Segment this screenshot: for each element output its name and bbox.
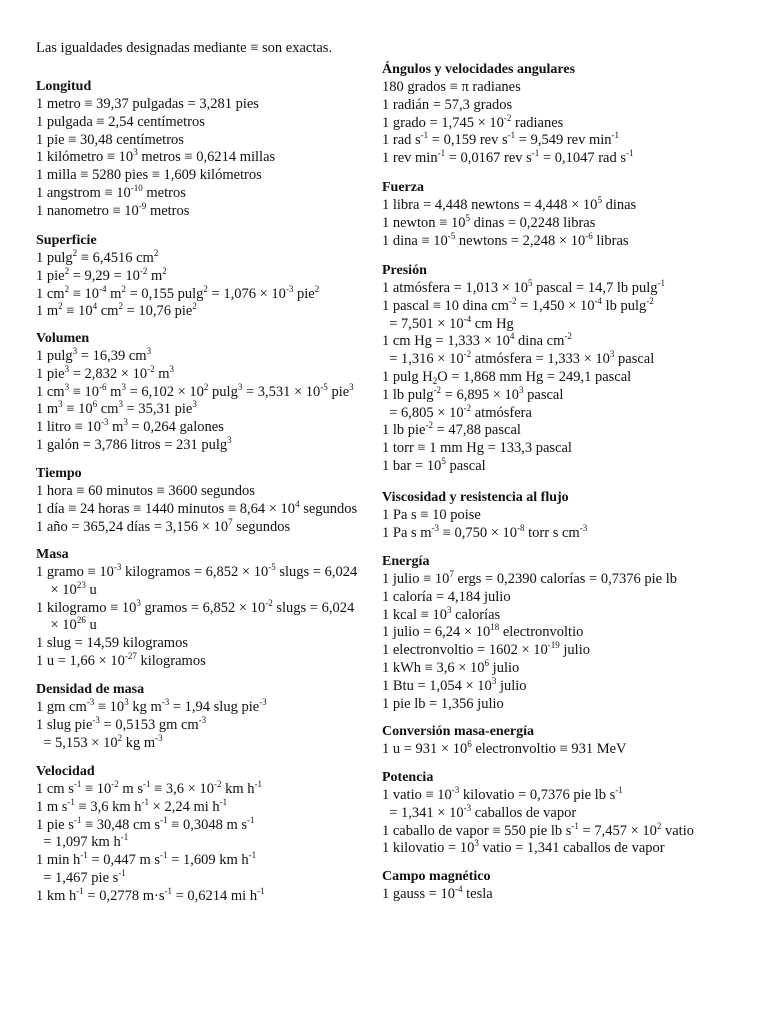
conversion-line: 1 gauss = $10^{-4}$ tesla — [382, 884, 493, 902]
conversion-line: 1 kilómetro ≡ $10^3$ metros ≡ 0,6214 millas — [36, 147, 276, 166]
intro-text: Las igualdades designadas mediante ≡ son exactas. — [36, 40, 333, 56]
section-superficie — [36, 232, 366, 321]
conversion-line: 1 m $s^{-1} \equiv 3,6$ km $h^{-1} \times 2,24$ mi $h^{-1}$ — [36, 796, 228, 815]
section-title: Superficie — [36, 233, 97, 248]
conversion-line: 1 kcal ≡ $10^3$ calorías — [382, 604, 501, 623]
conversion-line: 1 metro ≡ 39,37 pulgadas = 3,281 pies — [36, 96, 259, 112]
section-title: Ángulos y velocidades angulares — [382, 62, 576, 77]
section-masa — [36, 546, 366, 671]
conversion-line: 1 kWh ≡ $3,6 \times 10^6$ julio — [382, 657, 520, 676]
conversion-line: × $10^{23}$ u — [36, 579, 97, 598]
section-title: Potencia — [382, 770, 434, 785]
conversion-line: 1 pie ≡ 30,48 centímetros — [36, 131, 184, 148]
section-title: Viscosidad y resistencia al flujo — [382, 490, 569, 505]
conversion-line: 1 julio = $6,24 \times 10^{18}$ electronvoltio — [382, 622, 584, 641]
conversion-line: 1 grado = $1,745 \times 10^{-2}$ radianes — [382, 112, 564, 131]
conversion-line: 1 milla ≡ 5280 pies ≡ 1,609 kilómetros — [36, 167, 262, 184]
section-densidad-de-masa — [36, 681, 366, 752]
conversion-line: 1 newton ≡ $10^5$ dinas = 0,2248 libras — [382, 212, 596, 231]
conversion-line: 1 radián = 57,3 grados — [382, 96, 513, 113]
conversion-line: 1 kilogramo ≡ $10^3$ gramos = $6,852 \times 10^{-2}$ slugs = 6,024 — [36, 597, 355, 616]
conversion-line: 1 $m^3 \equiv 10^6$ $cm^3 = 35,31$ pie$^3$ — [36, 399, 197, 418]
conversion-line: 1 kilovatio = $10^3$ vatio = 1,341 caballos de vapor — [382, 838, 665, 857]
section-title: Longitud — [36, 79, 92, 94]
section-title: Conversión masa-energía — [382, 724, 535, 739]
conversion-line: = 1,097 km $h^{-1}$ — [36, 832, 129, 851]
conversion-line: 1 lb pie$^{-2}$ = 47,88 pascal — [382, 420, 521, 439]
conversion-line: 1 día ≡ 24 horas ≡ 1440 minutos ≡ $8,64 \times 10^4$ segundos — [36, 498, 358, 517]
section-energia — [382, 553, 742, 713]
conversion-line: 1 $pie^3 = 2,832 \times 10^{-2}$ $m^3$ — [36, 363, 174, 382]
conversion-line: 1 $u = 931 \times 10^6$ electronvoltio ≡ 931 MeV — [382, 739, 627, 757]
conversion-line: 1 $u = 1,66 \times 10^{-27}$ kilogramos — [36, 650, 206, 669]
conversion-line: 1 $\min h^{-1} = 0,447$ m $s^{-1} = 1,609$ km $h^{-1}$ — [36, 850, 257, 869]
conversion-line: 1 slug = 14,59 kilogramos — [36, 635, 188, 652]
conversion-line: 1 $pie^2 = 9,29 = 10^{-2}$ $m^2$ — [36, 265, 167, 284]
section-viscosidad — [382, 489, 742, 543]
conversion-line: 1 rev $\min^{-1} = 0,0167$ rev $s^{-1} = 0,1047$ rad $s^{-1}$ — [382, 148, 634, 167]
conversion-line: 1 gm $cm^{-3} \equiv 10^3$ kg $m^{-3} = 1,94$ slug pie$^{-3}$ — [36, 697, 267, 715]
conversion-line: 1 litro ≡ $10^{-3}$ $m^3 = 0,264$ galones — [36, 417, 224, 436]
conversion-line: 1 pulg $H_2O = 1,868$ mm Hg = 249,1 pascal — [382, 368, 632, 386]
conversion-line: 1 libra = 4,448 newtons = $4,448 \times 10^5$ dinas — [382, 195, 637, 213]
conversion-line: 1 hora ≡ 60 minutos ≡ 3600 segundos — [36, 483, 255, 499]
conversion-line: 1 torr ≡ 1 mm Hg = 133,3 pascal — [382, 440, 572, 457]
conversion-line: = $1,341 \times 10^{-3}$ caballos de vapor — [382, 802, 577, 821]
section-title: Tiempo — [36, 466, 82, 481]
conversion-line: 1 angstrom ≡ $10^{-10}$ metros — [36, 182, 186, 201]
conversion-line: 1 lb $pulg^{-2} = 6,895 \times 10^3$ pascal — [382, 384, 564, 403]
section-presion — [382, 262, 742, 476]
conversion-line: × $10^{26}$ u — [36, 615, 97, 634]
conversion-line: 1 vatio ≡ $10^{-3}$ kilovatio = 0,7376 pie lb $s^{-1}$ — [382, 785, 623, 803]
conversion-line: 1 cm $s^{-1} \equiv 10^{-2}$ m $s^{-1} \equiv 3,6 \times 10^{-2}$ km $h^{-1}$ — [36, 779, 262, 797]
section-title: Volumen — [36, 331, 90, 346]
conversion-line: 1 cm $Hg = 1,333 \times 10^4$ dina $cm^{-2}$ — [382, 331, 572, 350]
section-tiempo — [36, 465, 366, 536]
section-campo-magnetico — [382, 868, 742, 904]
section-potencia — [382, 769, 742, 858]
conversion-line: 1 electronvoltio = $1602 \times 10^{-19}$ julio — [382, 640, 590, 659]
section-title: Fuerza — [382, 180, 424, 195]
conversion-line: = $5,153 \times 10^2$ kg $m^{-3}$ — [36, 732, 163, 751]
conversion-line: 1 $cm^2 \equiv 10^{-4}$ $m^2 = 0,155$ $pulg^2 = 1,076 \times 10^{-3}$ pie$^2$ — [36, 283, 320, 302]
conversion-line: 1 Pa s $m^{-3} \equiv 0,750 \times 10^{-8}$ torr s $cm^{-3}$ — [382, 522, 588, 541]
conversion-line: 1 pascal ≡ 10 dina $cm^{-2} = 1,450 \times 10^{-4}$ lb pulg$^{-2}$ — [382, 295, 654, 314]
conversion-line: 1 caballo de vapor ≡ 550 pie lb $s^{-1} = 7,457 \times 10^2$ vatio — [382, 820, 694, 839]
conversion-line: 1 año = 365,24 días = $3,156 \times 10^7$ segundos — [36, 516, 291, 535]
conversion-line: 1 Pa s ≡ 10 poise — [382, 507, 481, 523]
conversion-line: = 1,467 pie $s^{-1}$ — [36, 867, 126, 886]
conversion-line: 1 slug pie$^{-3}$ = 0,5153 gm $cm^{-3}$ — [36, 714, 207, 733]
conversion-line: = $7,501 \times 10^{-4}$ cm Hg — [382, 313, 514, 332]
conversion-line: 1 km $h^{-1} = 0,2778$ $m\cdot s^{-1} = 0,6214$ mi $h^{-1}$ — [36, 885, 265, 904]
conversion-line: 1 galón = 3,786 litros = 231 pulg$^3$ — [36, 434, 232, 453]
conversion-line: 1 atmósfera = $1,013 \times 10^5$ pascal = 14,7 lb pulg$^{-1}$ — [382, 278, 665, 296]
section-velocidad — [36, 763, 366, 906]
conversion-line: 1 pulgada ≡ 2,54 centímetros — [36, 113, 205, 130]
section-title: Campo magnético — [382, 869, 491, 884]
conversion-line: 1 pie lb = 1,356 julio — [382, 695, 504, 712]
section-conversion-masa-energia — [382, 723, 742, 759]
conversion-line: 1 $m^2 \equiv 10^4$ $cm^2 = 10,76$ pie$^2$ — [36, 301, 197, 320]
conversion-line: 1 caloría = 4,184 julio — [382, 588, 511, 605]
conversion-line: 1 Btu = $1,054 \times 10^3$ julio — [382, 675, 527, 694]
section-title: Masa — [36, 547, 69, 562]
section-title: Densidad de masa — [36, 682, 145, 697]
section-title: Energía — [382, 554, 430, 569]
conversion-line: = $1,316 \times 10^{-2}$ atmósfera = $1,333 \times 10^3$ pascal — [382, 349, 655, 368]
conversion-line: 1 pie $s^{-1} \equiv 30,48$ cm $s^{-1} \equiv 0,3048$ m $s^{-1}$ — [36, 814, 255, 833]
conversion-line: 1 nanometro ≡ $10^{-9}$ metros — [36, 200, 190, 219]
section-title: Velocidad — [36, 764, 95, 779]
conversion-line: 1 dina ≡ $10^{-5}$ newtons = $2,248 \times 10^{-6}$ libras — [382, 230, 629, 249]
section-longitud — [36, 78, 366, 221]
conversion-line: 180 grados ≡ π radianes — [382, 79, 521, 95]
conversion-line: 1 $cm^3 \equiv 10^{-6}$ $m^3 = 6,102 \times 10^2$ $pulg^3 = 3,531 \times 10^{-5}$ pie$^3$ — [36, 381, 354, 400]
section-volumen — [36, 330, 366, 455]
conversion-line: 1 julio ≡ $10^7$ ergs = 0,2390 calorías = 0,7376 pie lb — [382, 569, 677, 587]
section-angulos — [382, 61, 742, 168]
section-title: Presión — [382, 263, 427, 278]
conversion-line: = $6,805 \times 10^{-2}$ atmósfera — [382, 402, 532, 421]
section-fuerza — [382, 179, 742, 250]
conversion-line: 1 bar = $10^5$ pascal — [382, 455, 486, 474]
conversion-line: 1 pulg$^2$ ≡ 6,4516 $cm^2$ — [36, 248, 159, 266]
conversion-line: 1 pulg$^3$ = 16,39 $cm^3$ — [36, 346, 152, 364]
conversion-line: 1 rad $s^{-1} = 0,159$ rev $s^{-1} = 9,549$ rev $\min^{-1}$ — [382, 130, 620, 149]
conversion-line: 1 gramo ≡ $10^{-3}$ kilogramos = $6,852 \times 10^{-5}$ slugs = 6,024 — [36, 562, 358, 580]
